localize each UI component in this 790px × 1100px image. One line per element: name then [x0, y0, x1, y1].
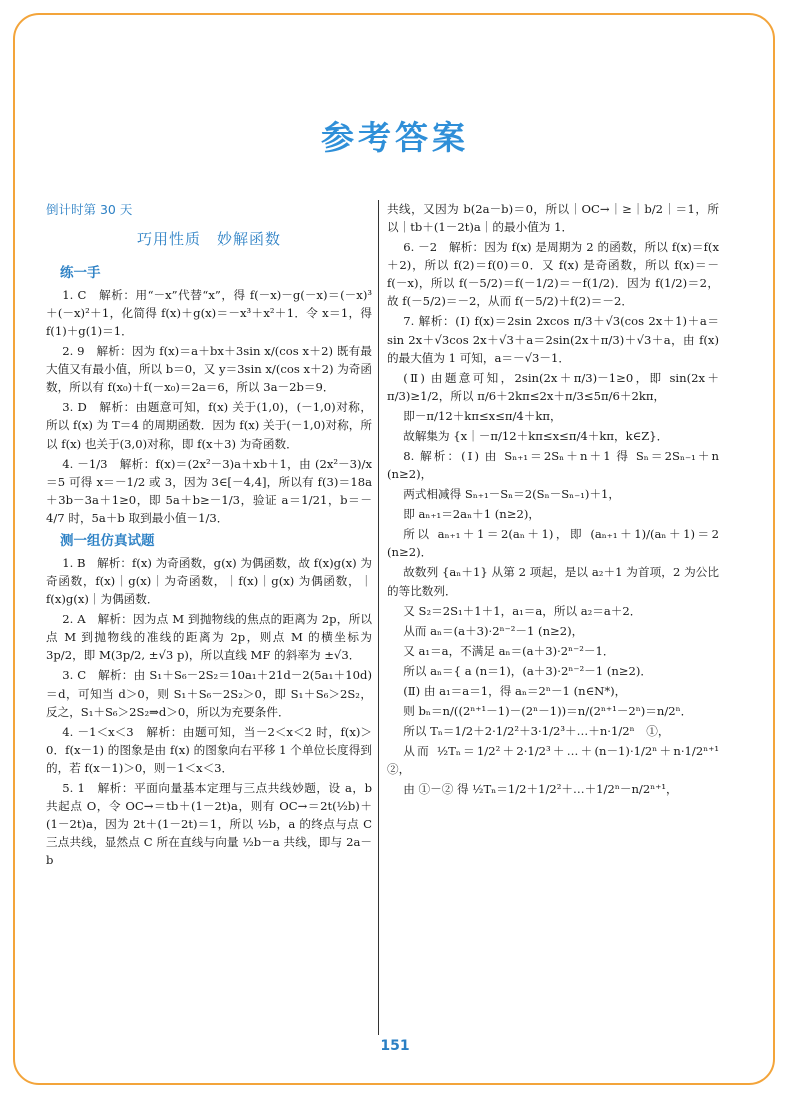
left-paragraph: 测一组仿真试题: [60, 532, 155, 549]
left-column: [46, 200, 372, 871]
right-paragraph: 两式相减得 Sₙ₊₁－Sₙ＝2(Sₙ－Sₙ₋₁)＋1，: [403, 487, 621, 502]
right-paragraph: (Ⅱ) 由题意可知，2sin(2x＋π/3)－1≥0，即 sin(2x＋π/3)≥1/2，所以 π/6＋2kπ≤2x＋π/3≤5π/6＋2kπ，: [387, 370, 719, 403]
left-paragraph: 1. B 解析：f(x) 为奇函数，g(x) 为偶函数，故 f(x)g(x) 为奇函数，f(x)｜g(x)｜为奇函数，｜f(x)｜g(x) 为偶函数，｜f(x)g(x)｜为偶函数．: [46, 556, 372, 607]
right-paragraph: 即 aₙ₊₁＝2aₙ＋1 (n≥2)，: [403, 507, 540, 522]
left-paragraph: 3. C 解析：由 S₁＋S₆－2S₂＝10a₁＋21d－2(5a₁＋10d)＝d，可知当 d＞0，则 S₁＋S₆－2S₂＞0，即 S₁＋S₆＞2S₂，反之，S₁＋S₆＞2S₂⇒d＞0，所以为充要条件．: [46, 668, 372, 719]
left-paragraph: 巧用性质 妙解函数: [136, 229, 281, 248]
right-paragraph: 8. 解析：(Ⅰ) 由 Sₙ₊₁＝2Sₙ＋n＋1 得 Sₙ＝2Sₙ₋₁＋n (n≥2)，: [387, 449, 719, 482]
right-paragraph: 所以 aₙ₊₁＋1＝2(aₙ＋1)，即 (aₙ₊₁＋1)/(aₙ＋1)＝2 (n≥2)．: [387, 527, 719, 560]
left-paragraph: 1. C 解析：用“－x”代替“x”，得 f(－x)－g(－x)＝(－x)³＋(－x)²＋1，化简得 f(x)＋g(x)＝－x³＋x²＋1．令 x＝1，得 f(1)＋g(1)＝1．: [46, 287, 372, 339]
right-paragraph: 从而 aₙ＝(a＋3)·2ⁿ⁻²－1 (n≥2)，: [403, 623, 584, 638]
column-divider: [378, 200, 379, 1035]
right-paragraph: 6. －2 解析：因为 f(x) 是周期为 2 的函数，所以 f(x)＝f(x＋2)，所以 f(2)＝f(0)＝0．又 f(x) 是奇函数，所以 f(x)＝－f(－x)，所以 f(－5/2)＝f(－1/2)＝－f(1/2)．因为 f(1/2)＝2，故 f(－5/2)＝－2，从而 f(－5/2)＋f(2)＝－2．: [387, 240, 719, 309]
right-paragraph: 又 S₂＝2S₁＋1＋1，a₁＝a，所以 a₂＝a＋2．: [403, 603, 642, 618]
left-paragraph: 5. 1 解析：平面向量基本定理与三点共线妙题，设 a，b 共起点 O，令 OC→＝tb＋(1－2t)a，则有 OC→＝2t(½b)＋(1－2t)a，因为 2t＋(1－2t)＝1，所以 ½b，a 的终点与点 C 三点共线，显然点 C 所在直线与向量 ½b－a 共线，即与 2a－b: [46, 780, 372, 868]
right-paragraph: 共线，又因为 b(2a－b)＝0，所以｜OC→｜≥｜b/2｜＝1，所以｜tb＋(1－2t)a｜的最小值为 1．: [387, 202, 719, 235]
left-paragraph: 4. －1/3 解析：f(x)＝(2x²－3)a＋xb＋1，由 (2x²－3)/x ＝5 可得 x＝－1/2 或 3，因为 3∈[－4,4]，所以有 f(3)＝18a＋3b－3a＋1≥0，即 5a＋b≥－1/3，验证 a＝1/21，b＝－4/7 时，5a＋b 取到最小值－1/3．: [46, 456, 372, 525]
right-paragraph: 故数列 {aₙ＋1} 从第 2 项起，是以 a₂＋1 为首项，2 为公比的等比数列．: [387, 565, 719, 598]
left-paragraph: 4. －1＜x＜3 解析：由题可知，当－2＜x＜2 时，f(x)＞0．f(x－1) 的图象是由 f(x) 的图象向右平移 1 个单位长度得到的，若 f(x－1)＞0，则－1＜x＜3．: [46, 724, 372, 775]
right-paragraph: 即－π/12＋kπ≤x≤π/4＋kπ，: [403, 408, 562, 423]
right-paragraph: 所以 aₙ＝{ a (n＝1)，(a＋3)·2ⁿ⁻²－1 (n≥2)．: [403, 663, 652, 678]
right-paragraph: 则 bₙ＝n/((2ⁿ⁺¹－1)－(2ⁿ－1))＝n/(2ⁿ⁺¹－2ⁿ)＝n/2ⁿ．: [403, 704, 693, 719]
right-paragraph: 故解集为 {x｜－π/12＋kπ≤x≤π/4＋kπ，k∈Z}．: [403, 428, 669, 443]
left-paragraph: 2. A 解析：因为点 M 到抛物线的焦点的距离为 2p，所以点 M 到抛物线的准线的距离为 2p，则点 M 的横坐标为 3p/2，即 M(3p/2, ±√3 p)，所以直线 MF 的斜率为 ±√3．: [46, 612, 372, 663]
right-paragraph: 从而 ½Tₙ＝1/2²＋2·1/2³＋…＋(n－1)·1/2ⁿ＋n·1/2ⁿ⁺¹ ②，: [387, 744, 731, 777]
left-paragraph: 练一手: [60, 264, 101, 281]
right-paragraph: 又 a₁＝a，不满足 aₙ＝(a＋3)·2ⁿ⁻²－1．: [403, 643, 615, 658]
right-paragraph: (Ⅱ) 由 a₁＝a＝1，得 aₙ＝2ⁿ－1 (n∈N*)，: [403, 683, 627, 698]
left-paragraph: 倒计时第 30 天: [46, 202, 133, 217]
left-paragraph: 2. 9 解析：因为 f(x)＝a＋bx＋3sin x/(cos x＋2) 既有最大值又有最小值，所以 b＝0，又 y＝3sin x/(cos x＋2) 为奇函数，所以有 f(x₀)＋f(－x₀)＝2a＝6，所以 3a－2b＝9．: [46, 344, 372, 395]
right-paragraph: 7. 解析：(Ⅰ) f(x)＝2sin 2xcos π/3＋√3(cos 2x＋1)＋a＝sin 2x＋√3cos 2x＋√3＋a＝2sin(2x＋π/3)＋√3＋a，由 f(x) 的最大值为 1 可知，a＝－√3－1．: [387, 314, 719, 365]
left-paragraph: 3. D 解析：由题意可知，f(x) 关于(1,0)，(－1,0)对称，所以 f(x) 为 T＝4 的周期函数．因为 f(x) 关于(－1,0)对称，所以 f(x) 也关于(3,0)对称，即 f(x＋3) 为奇函数．: [46, 400, 372, 451]
page-title: 参考答案: [321, 118, 469, 157]
page-number: 151: [380, 1038, 410, 1054]
right-paragraph: 所以 Tₙ＝1/2＋2·1/2²＋3·1/2³＋…＋n·1/2ⁿ ①，: [403, 724, 670, 739]
right-column: [387, 200, 731, 800]
right-paragraph: 由 ①－② 得 ½Tₙ＝1/2＋1/2²＋…＋1/2ⁿ－n/2ⁿ⁺¹，: [403, 782, 678, 797]
